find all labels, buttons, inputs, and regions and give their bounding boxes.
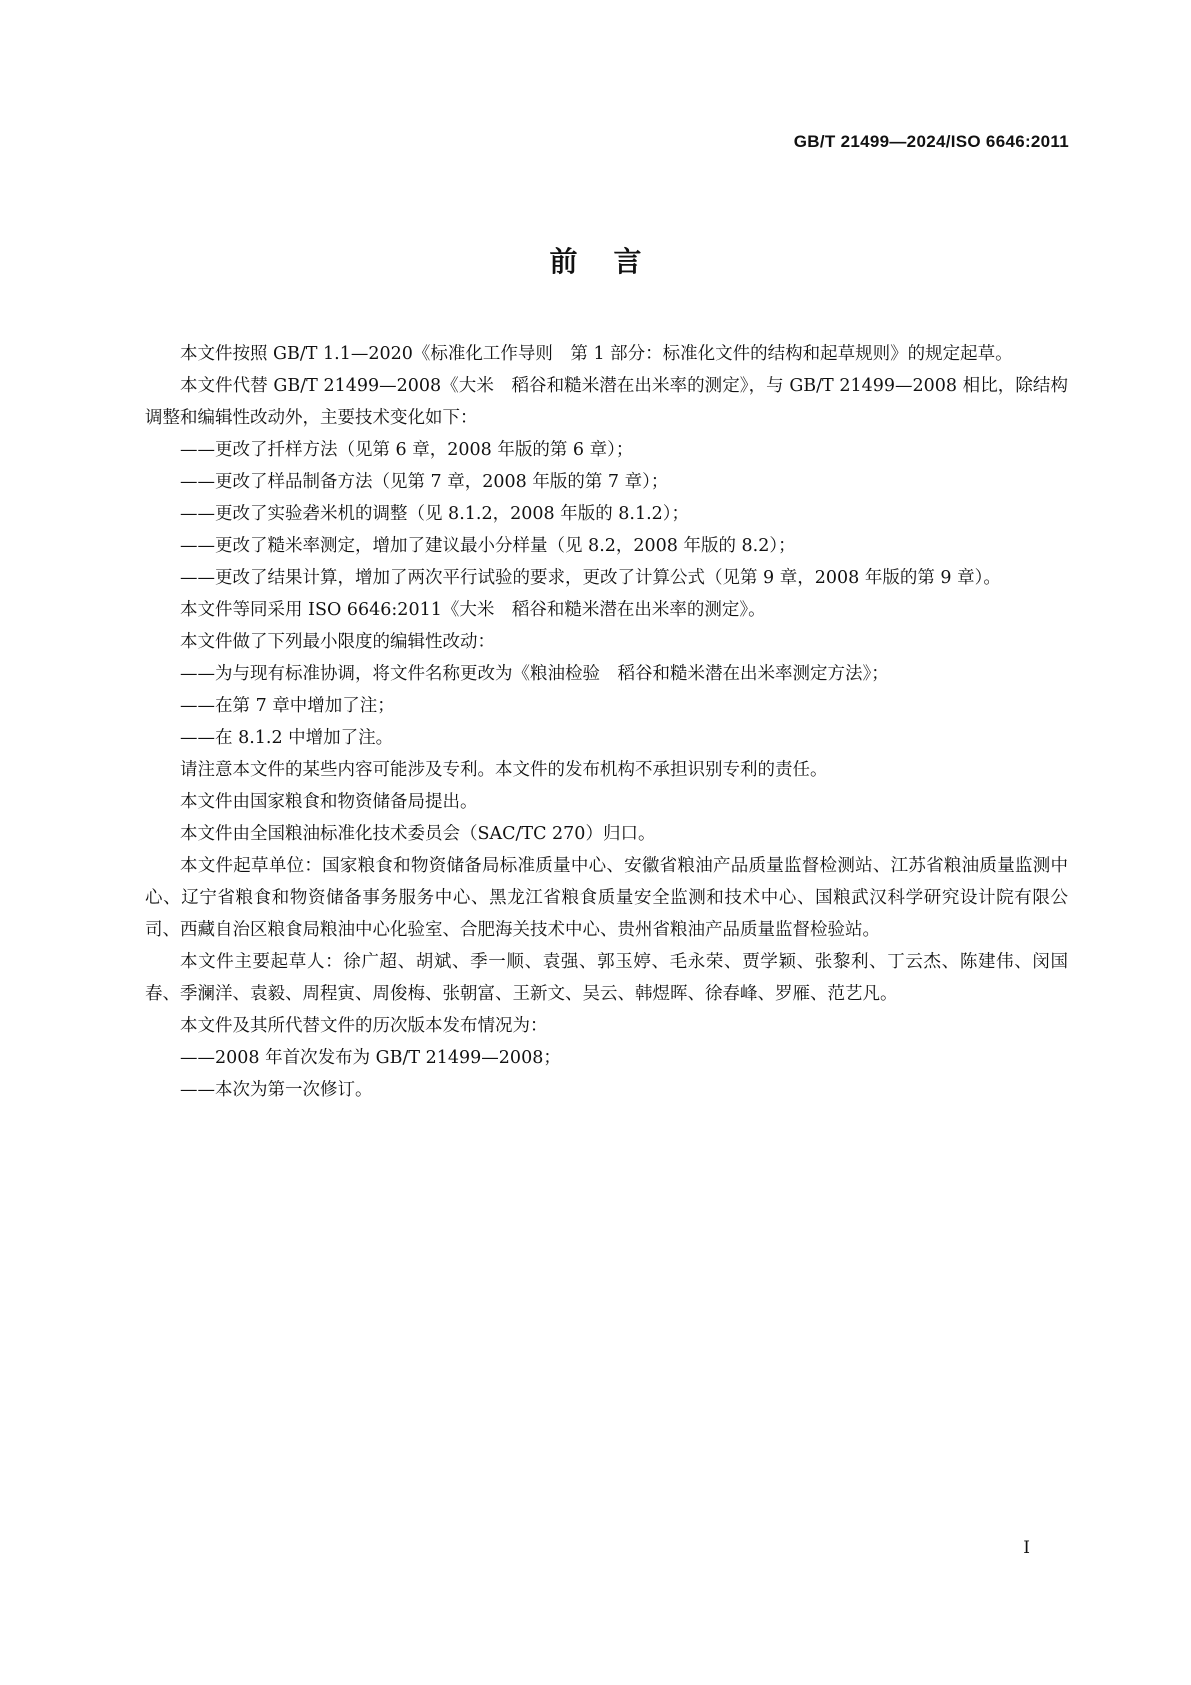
page-number: I [1023, 1538, 1030, 1558]
standard-code: GB/T 21499—2024/ISO 6646:2011 [793, 132, 1069, 151]
list-item: ——更改了结果计算，增加了两次平行试验的要求，更改了计算公式（见第 9 章，2008 年版的第 9 章）。 [180, 568, 1001, 588]
list-item: ——更改了样品制备方法（见第 7 章，2008 年版的第 7 章）； [180, 472, 669, 492]
list-item: ——更改了扦样方法（见第 6 章，2008 年版的第 6 章）； [180, 440, 634, 460]
list-item: ——更改了实验砻米机的调整（见 8.1.2，2008 年版的 8.1.2）； [180, 504, 690, 524]
paragraph-replacement: 本文件代替 GB/T 21499—2008《大米 稻谷和糙米潜在出米率的测定》，与 GB/T 21499—2008 相比，除结构调整和编辑性改动外，主要技术变化如下： [145, 376, 1068, 428]
paragraph-drafters: 本文件主要起草人：徐广超、胡斌、季一顺、袁强、郭玉婷、毛永荣、贾学颖、张黎利、丁云杰、陈建伟、闵国春、季澜洋、袁毅、周程寅、周俊梅、张朝富、王新文、吴云、韩煜晖、徐春峰、罗雁、范艺凡。 [145, 952, 1068, 1004]
list-item: ——更改了糙米率测定，增加了建议最小分样量（见 8.2，2008 年版的 8.2）； [180, 536, 796, 556]
paragraph-patent-notice: 请注意本文件的某些内容可能涉及专利。本文件的发布机构不承担识别专利的责任。 [180, 760, 828, 780]
list-item: ——本次为第一次修订。 [180, 1080, 373, 1100]
paragraph-history: 本文件及其所代替文件的历次版本发布情况为： [180, 1016, 548, 1036]
list-item: ——2008 年首次发布为 GB/T 21499—2008； [180, 1048, 561, 1068]
list-item: ——为与现有标准协调，将文件名称更改为《粮油检验 稻谷和糙米潜在出米率测定方法》； [180, 664, 889, 684]
foreword-body [145, 338, 1068, 1106]
paragraph-editorial-changes: 本文件做了下列最小限度的编辑性改动： [180, 632, 495, 652]
list-item: ——在第 7 章中增加了注； [180, 696, 395, 716]
paragraph-proposer: 本文件由国家粮食和物资储备局提出。 [180, 792, 478, 812]
paragraph-drafting-units: 本文件起草单位：国家粮食和物资储备局标准质量中心、安徽省粮油产品质量监督检测站、江苏省粮油质量监测中心、辽宁省粮食和物资储备事务服务中心、黑龙江省粮食质量安全监测和技术中心、国粮武汉科学研究设计院有限公司、西藏自治区粮食局粮油中心化验室、合肥海关技术中心、贵州省粮油产品质量监督检验站。 [145, 856, 1068, 940]
paragraph-drafting-rules: 本文件按照 GB/T 1.1—2020《标准化工作导则 第 1 部分：标准化文件的结构和起草规则》的规定起草。 [180, 344, 1013, 364]
list-item: ——在 8.1.2 中增加了注。 [180, 728, 394, 748]
paragraph-adoption: 本文件等同采用 ISO 6646:2011《大米 稻谷和糙米潜在出米率的测定》。 [180, 600, 766, 620]
paragraph-committee: 本文件由全国粮油标准化技术委员会（SAC/TC 270）归口。 [180, 824, 656, 844]
page-title: 前言 [549, 245, 678, 278]
